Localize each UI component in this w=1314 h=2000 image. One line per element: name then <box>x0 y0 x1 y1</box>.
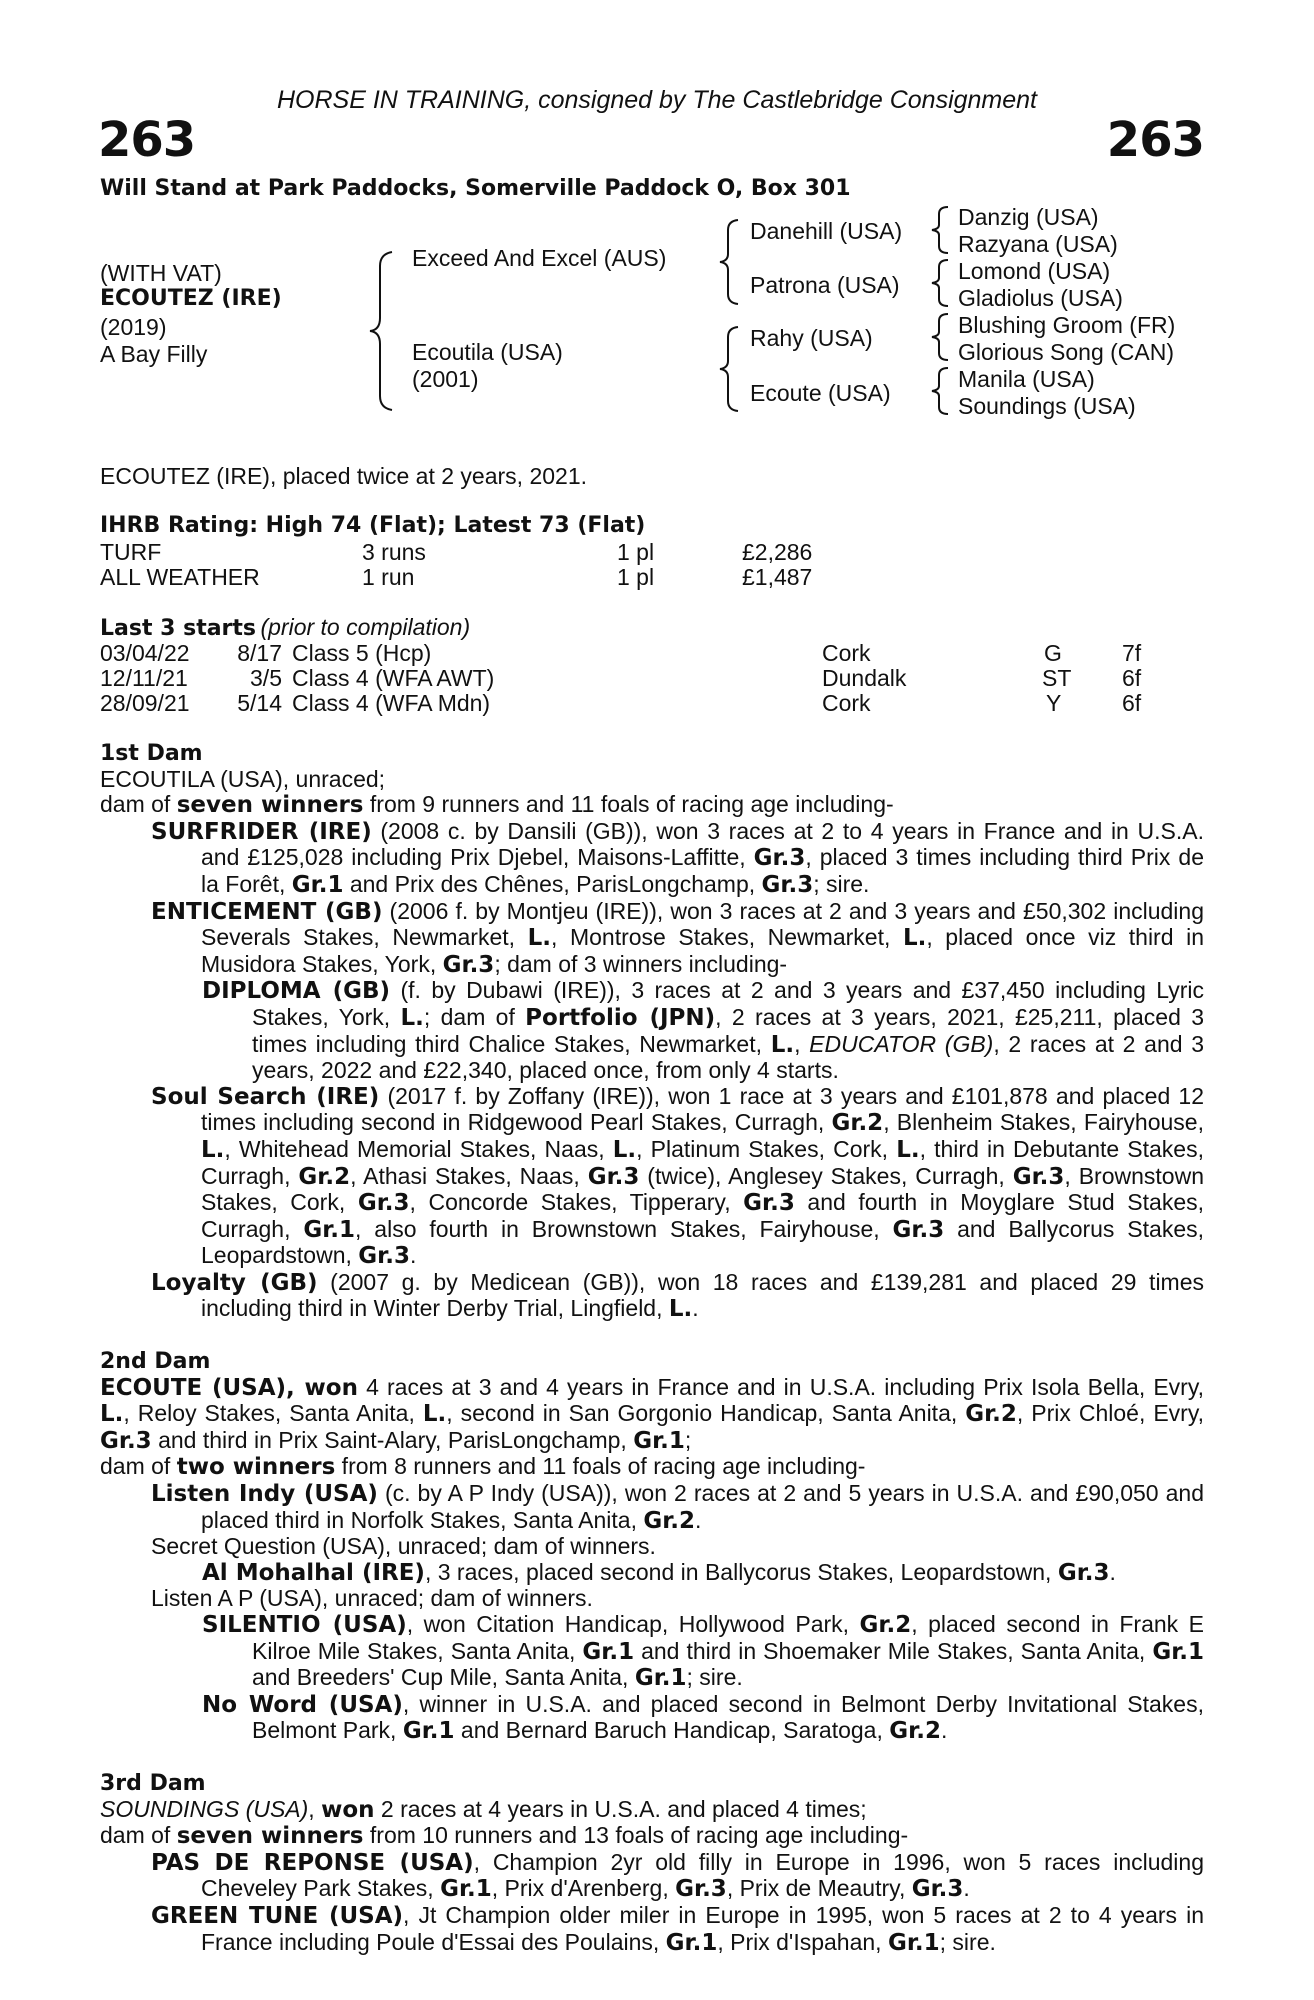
dam-sire: Rahy (USA) <box>750 325 873 351</box>
produce-entry-surfrider: SURFRIDER (IRE) (2008 c. by Dansili (GB)), won 3 races at 2 to 4 years in France and in U.S.A. and £125,028 including Prix Djebel, Maisons-Laffitte, Gr.3, placed 3 times including third Prix de la Forêt, Gr.1 and Prix des Chênes, ParisLongchamp, Gr.3; sire. <box>151 817 1204 898</box>
starts-note: (prior to compilation) <box>260 614 471 640</box>
pedigree-brace-sire <box>718 218 742 306</box>
sd-dam: Gladiolus (USA) <box>958 285 1123 311</box>
vat-note: (WITH VAT) <box>100 260 222 286</box>
produce-entry-enticement: ENTICEMENT (GB) (2006 f. by Montjeu (IRE)), won 3 races at 2 and 3 years and £50,302 including Severals Stakes, Newmarket, L., Montrose Stakes, Newmarket, L., placed once viz third in Musidora Stakes, York, Gr.3; dam of 3 winners including- <box>151 897 1204 978</box>
rating-runs: 3 runs <box>362 539 426 565</box>
start-position: 8/17 <box>237 640 282 666</box>
lot-number-left: 263 <box>98 112 196 168</box>
start-distance: 7f <box>1122 640 1142 666</box>
produce-entry-listen-indy: Listen Indy (USA) (c. by A P Indy (USA)), won 2 races at 2 and 5 years in U.S.A. and £90,050 and placed third in Norfolk Stakes, Santa Anita, Gr.2. <box>151 1480 1204 1534</box>
start-distance: 6f <box>1122 665 1142 691</box>
produce-entry-green-tune: GREEN TUNE (USA), Jt Champion older miler in Europe in 1995, won 5 races at 2 to 4 years in France including Poule d'Essai des Poulains, Gr.1, Prix d'Ispahan, Gr.1; sire. <box>151 1901 1204 1956</box>
start-date: 12/11/21 <box>100 665 188 691</box>
produce-entry-soul-search: Soul Search (IRE) (2017 f. by Zoffany (IRE)), won 1 race at 3 years and £101,878 and placed 12 times including second in Ridgewood Pearl Stakes, Curragh, Gr.2, Blenheim Stakes, Fairyhouse, L., Whitehead Memorial Stakes, Naas, L., Platinum Stakes, Cork, L., third in Debutante Stakes, Curragh, Gr.2, Athasi Stakes, Naas, Gr.3 (twice), Anglesey Stakes, Curragh, Gr.3, Brownstown Stakes, Cork, Gr.3, Concorde Stakes, Tipperary, Gr.3 and fourth in Moyglare Stud Stakes, Curragh, Gr.1, also fourth in Brownstown Stakes, Fairyhouse, Gr.3 and Ballycorus Stakes, Leopardstown, Gr.3. <box>151 1082 1205 1270</box>
lot-number-right: 263 <box>1106 112 1204 168</box>
ds-dam: Glorious Song (CAN) <box>958 339 1175 365</box>
dam-dam: Ecoute (USA) <box>750 380 891 406</box>
rating-prize: £2,286 <box>742 539 813 565</box>
dd-sire: Manila (USA) <box>958 366 1095 392</box>
start-distance: 6f <box>1122 690 1142 716</box>
rating-placed: 1 pl <box>617 564 655 590</box>
start-course: Dundalk <box>822 665 907 691</box>
first-dam-heading: 1st Dam <box>100 741 203 766</box>
start-course: Cork <box>822 640 871 666</box>
ds-sire: Blushing Groom (FR) <box>958 312 1176 338</box>
rating-heading: IHRB Rating: High 74 (Flat); Latest 73 (Flat) <box>100 513 646 538</box>
pedigree-brace-main <box>368 250 398 412</box>
start-class: Class 5 (Hcp) <box>292 640 432 666</box>
stand-location: Will Stand at Park Paddocks, Somerville Paddock O, Box 301 <box>100 176 851 201</box>
ss-sire: Danzig (USA) <box>958 204 1099 230</box>
second-dam-record: ECOUTE (USA), won 4 races at 3 and 4 years in France and in U.S.A. including Prix Isola Bella, Evry, L., Reloy Stakes, Santa Anita, L., second in San Gorgonio Handicap, Santa Anita, Gr.2, Prix Chloé, Evry, Gr.3 and third in Prix Saint-Alary, ParisLongchamp, Gr.1; <box>100 1373 1205 1454</box>
second-dam-heading: 2nd Dam <box>100 1349 211 1375</box>
rating-surface: ALL WEATHER <box>100 564 260 590</box>
starts-heading-line <box>100 614 470 641</box>
produce-entry-loyalty: Loyalty (GB) (2007 g. by Medicean (GB)), won 18 races and £139,281 and placed 29 times including third in Winter Derby Trial, Lingfield, L.. <box>151 1268 1205 1323</box>
dam-name: Ecoutila (USA) <box>412 339 563 365</box>
start-date: 03/04/22 <box>100 640 190 666</box>
produce-entry-secret-question: Secret Question (USA), unraced; dam of winners. <box>151 1533 656 1560</box>
pedigree-brace-ss <box>930 205 952 255</box>
start-position: 5/14 <box>237 690 282 716</box>
third-dam-heading: 3rd Dam <box>100 1770 206 1796</box>
rating-prize: £1,487 <box>742 564 813 590</box>
sire-name: Exceed And Excel (AUS) <box>412 245 667 271</box>
catalogue-header: HORSE IN TRAINING, consigned by The Castlebridge Consignment <box>276 86 1038 114</box>
start-class: Class 4 (WFA AWT) <box>292 665 495 691</box>
start-course: Cork <box>822 690 871 716</box>
dam-year: (2001) <box>412 366 479 392</box>
horse-name: ECOUTEZ (IRE) <box>100 286 282 311</box>
dd-dam: Soundings (USA) <box>958 393 1136 419</box>
sire-dam: Patrona (USA) <box>750 272 900 298</box>
start-going: Y <box>1046 690 1062 716</box>
pedigree-brace-dam <box>718 325 742 413</box>
horse-description: A Bay Filly <box>100 341 208 367</box>
horse-year: (2019) <box>100 314 167 340</box>
third-dam-record: SOUNDINGS (USA), won 2 races at 4 years in U.S.A. and placed 4 times; <box>100 1795 867 1823</box>
race-summary: ECOUTEZ (IRE), placed twice at 2 years, 2021. <box>100 463 588 489</box>
rating-runs: 1 run <box>362 564 415 590</box>
produce-entry-diploma: DIPLOMA (GB) (f. by Dubawi (IRE)), 3 races at 2 and 3 years and £37,450 including Lyric Stakes, York, L.; dam of Portfolio (JPN), 2 races at 3 years, 2021, £25,211, placed 3 times including third Chalice Stakes, Newmarket, L., EDUCATOR (GB), 2 races at 2 and 3 years, 2022 and £22,340, placed once, from only 4 starts. <box>202 977 1205 1084</box>
rating-surface: TURF <box>100 539 162 565</box>
start-position: 3/5 <box>250 665 282 691</box>
first-dam-line: ECOUTILA (USA), unraced; <box>100 765 386 792</box>
start-class: Class 4 (WFA Mdn) <box>292 690 491 716</box>
produce-entry-pas-de-reponse: PAS DE REPONSE (USA), Champion 2yr old filly in Europe in 1996, won 5 races including Cheveley Park Stakes, Gr.1, Prix d'Arenberg, Gr.3, Prix de Meautry, Gr.3. <box>151 1848 1204 1903</box>
produce-entry-no-word: No Word (USA), winner in U.S.A. and placed second in Belmont Derby Invitational Stakes, Belmont Park, Gr.1 and Bernard Baruch Handicap, Saratoga, Gr.2. <box>202 1690 1204 1745</box>
third-dam-summary: dam of seven winners from 10 runners and 13 foals of racing age including- <box>100 1822 909 1850</box>
start-going: G <box>1044 640 1062 666</box>
sd-sire: Lomond (USA) <box>958 258 1111 284</box>
pedigree-brace-sd <box>930 258 952 308</box>
produce-records <box>100 740 1204 1956</box>
ss-dam: Razyana (USA) <box>958 231 1118 257</box>
produce-entry-silentio: SILENTIO (USA), won Citation Handicap, Hollywood Park, Gr.2, placed second in Frank E Kilroe Mile Stakes, Santa Anita, Gr.1 and third in Shoemaker Mile Stakes, Santa Anita, Gr.1 and Breeders' Cup Mile, Santa Anita, Gr.1; sire. <box>202 1611 1205 1692</box>
produce-entry-al-mohalhal: Al Mohalhal (IRE), 3 races, placed second in Ballycorus Stakes, Leopardstown, Gr.3. <box>202 1558 1116 1586</box>
pedigree-brace-ds <box>930 312 952 362</box>
second-dam-summary: dam of two winners from 8 runners and 11 foals of racing age including- <box>100 1453 866 1481</box>
pedigree-brace-dd <box>930 366 952 416</box>
sire-sire: Danehill (USA) <box>750 218 903 244</box>
starts-heading: Last 3 starts <box>100 616 257 641</box>
start-date: 28/09/21 <box>100 690 190 716</box>
rating-placed: 1 pl <box>617 539 655 565</box>
produce-entry-listen-a-p: Listen A P (USA), unraced; dam of winners. <box>151 1585 593 1612</box>
first-dam-summary: dam of seven winners from 9 runners and 11 foals of racing age including- <box>100 791 894 819</box>
start-going: ST <box>1042 665 1072 691</box>
